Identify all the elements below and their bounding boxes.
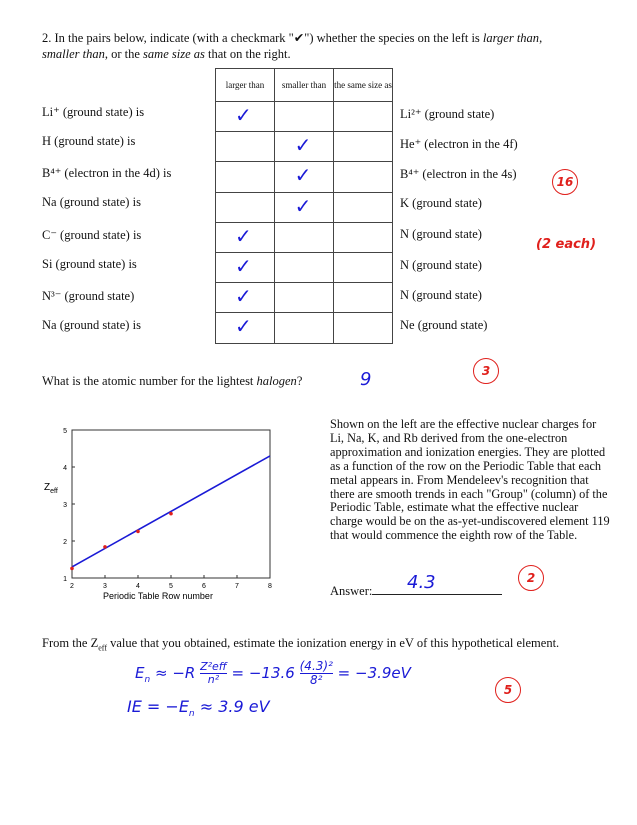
intro-middle: ") whether the species on the left is (304, 31, 483, 45)
checkmark-icon: ✓ (235, 223, 252, 248)
cell-same[interactable] (334, 192, 393, 222)
cell-smaller[interactable] (275, 313, 334, 343)
eq2-lhs: IE = −E (127, 697, 189, 716)
cell-same[interactable] (334, 102, 393, 132)
right-species: Ne (ground state) (400, 318, 488, 332)
cell-larger[interactable] (216, 192, 275, 222)
checkmark-icon: ✓ (294, 163, 312, 188)
data-point (136, 530, 140, 534)
x-tick-label: 7 (235, 583, 239, 590)
checkmark-icon: ✓ (235, 284, 252, 309)
right-species: He⁺ (electron in the 4f) (400, 137, 518, 151)
x-tick-label: 5 (169, 583, 173, 590)
x-tick-label: 4 (136, 583, 140, 590)
halogen-word: halogen (256, 374, 297, 388)
cell-same[interactable] (334, 132, 393, 162)
left-species: Li⁺ (ground state) is (42, 105, 145, 119)
equation-1 (135, 660, 411, 687)
intro-or: , or the (104, 47, 144, 61)
zeff-chart (40, 418, 280, 608)
points-each: (2 each) (536, 237, 597, 252)
data-point (70, 567, 74, 571)
eq1-fraction-2 (300, 660, 333, 687)
left-species: H (ground state) is (42, 134, 136, 148)
eq1-frac2-num: (4.3)² (299, 659, 333, 673)
intro-larger: larger than (482, 31, 540, 45)
cell-smaller[interactable] (275, 283, 334, 313)
equation-2 (127, 697, 270, 719)
left-species: B⁴⁺ (electron in the 4d) is (42, 166, 172, 180)
intro-prefix: 2. In the pairs below, indicate (with a checkmark " (42, 31, 294, 45)
intro-same: same size as (143, 47, 205, 61)
intro-smaller: smaller than (42, 47, 105, 61)
cell-smaller[interactable] (275, 102, 334, 132)
ionization-question-text: From the Z (42, 636, 99, 650)
x-tick-label: 2 (70, 583, 74, 590)
eq1-approx: ≈ −R (154, 664, 196, 682)
data-point (169, 512, 173, 516)
checkmark-icon: ✓ (235, 254, 252, 278)
question-intro (42, 30, 602, 62)
right-species: N (ground state) (400, 227, 482, 241)
score-circle-2 (518, 565, 544, 591)
left-species: C⁻ (ground state) is (42, 228, 142, 242)
eq1-mid: = −13.6 (231, 664, 295, 682)
score-circle-16 (552, 169, 578, 195)
halogen-answer: 9 (360, 369, 372, 390)
score-5: 5 (503, 683, 513, 697)
table-header-row (216, 69, 393, 102)
left-species: Na (ground state) is (42, 195, 141, 209)
score-circle-3 (473, 358, 499, 384)
x-axis-ticks (70, 575, 272, 590)
left-species: Na (ground state) is (42, 318, 141, 332)
y-tick-label: 4 (63, 465, 67, 472)
eq2-result: ≈ 3.9 eV (199, 697, 270, 716)
halogen-question-text: What is the atomic number for the lightest (42, 374, 257, 388)
y-axis-label-sub: eff (50, 488, 58, 495)
x-tick-label: 6 (202, 583, 206, 590)
eq1-frac-den: n² (207, 673, 220, 686)
x-tick-label: 8 (268, 583, 272, 590)
y-axis-label (44, 482, 58, 495)
right-species: N (ground state) (400, 258, 482, 272)
left-species: Si (ground state) is (42, 257, 137, 271)
x-tick-label: 3 (103, 583, 107, 590)
fit-line (72, 456, 270, 567)
checkmark-icon: ✓ (294, 133, 312, 158)
right-species: K (ground state) (400, 196, 482, 210)
right-species: B⁴⁺ (electron in the 4s) (400, 167, 517, 181)
zeff-chart-svg (40, 418, 280, 608)
description-paragraph: Shown on the left are the effective nuclear charges for Li, Na, K, and Rb derived from the one-electron approximation and ionization energies. They are plotted as a function of the row on the Periodic Table that each metal appears in. From Mendeleev's recognition that there are smooth trends in each "Group" (column) of the Periodic Table, estimate what the effective nuclear charge would be on the as-yet-undiscovered element 119 that would commence the eighth row of the Table. (330, 417, 610, 543)
left-species: N³⁻ (ground state) (42, 289, 135, 303)
y-tick-label: 3 (63, 502, 67, 509)
cell-smaller[interactable] (275, 222, 334, 252)
cell-same[interactable] (334, 252, 393, 282)
intro-suffix: that on the right. (204, 47, 291, 61)
y-axis-ticks (63, 428, 75, 583)
cell-same[interactable] (334, 283, 393, 313)
y-tick-label: 2 (63, 539, 67, 546)
halogen-question-mark: ? (296, 374, 303, 388)
data-points (70, 512, 173, 570)
cell-same[interactable] (334, 162, 393, 192)
ionization-question (42, 636, 582, 656)
y-tick-label: 5 (63, 428, 67, 435)
answer-label: Answer: (330, 584, 373, 598)
score-16: 16 (556, 175, 574, 189)
header-smaller: smaller than (275, 69, 334, 102)
eq1-lhs-sub: n (144, 675, 151, 685)
y-tick-label: 1 (63, 576, 67, 583)
cell-smaller[interactable] (275, 252, 334, 282)
eq1-frac-num: Z²eff (200, 660, 227, 673)
eq1-result: = −3.9eV (337, 664, 411, 682)
header-larger: larger than (216, 69, 275, 102)
answer-line[interactable] (372, 580, 502, 595)
y-axis-label-main: Z (44, 482, 51, 493)
answer-value: 4.3 (407, 572, 436, 593)
intro-comma: , (539, 31, 543, 45)
cell-same[interactable] (334, 222, 393, 252)
right-species: Li²⁺ (ground state) (400, 107, 495, 121)
header-same: the same size as (334, 69, 393, 102)
score-3: 3 (481, 364, 491, 378)
eq1-lhs: E (135, 664, 145, 682)
cell-larger[interactable] (216, 132, 275, 162)
ionization-question-sub: eff (98, 643, 107, 653)
right-species: N (ground state) (400, 288, 482, 302)
checkmark-icon: ✓ (294, 193, 312, 218)
checkmark-icon: ✓ (235, 103, 252, 127)
checkmark-icon: ✔ (293, 31, 305, 45)
eq2-sub: n (188, 709, 195, 720)
x-axis-label: Periodic Table Row number (103, 591, 213, 601)
score-circle-5 (495, 677, 521, 703)
plot-frame (72, 430, 270, 578)
cell-same[interactable] (334, 313, 393, 343)
eq1-frac2-den: 8² (310, 673, 323, 687)
eq1-fraction (200, 661, 227, 686)
checkmark-icon: ✓ (235, 314, 252, 339)
halogen-question (42, 374, 302, 389)
cell-larger[interactable] (216, 162, 275, 192)
ionization-question-rest: value that you obtained, estimate the ionization energy in eV of this hypothetical element. (106, 636, 560, 650)
score-2: 2 (526, 571, 536, 585)
data-point (103, 545, 107, 549)
